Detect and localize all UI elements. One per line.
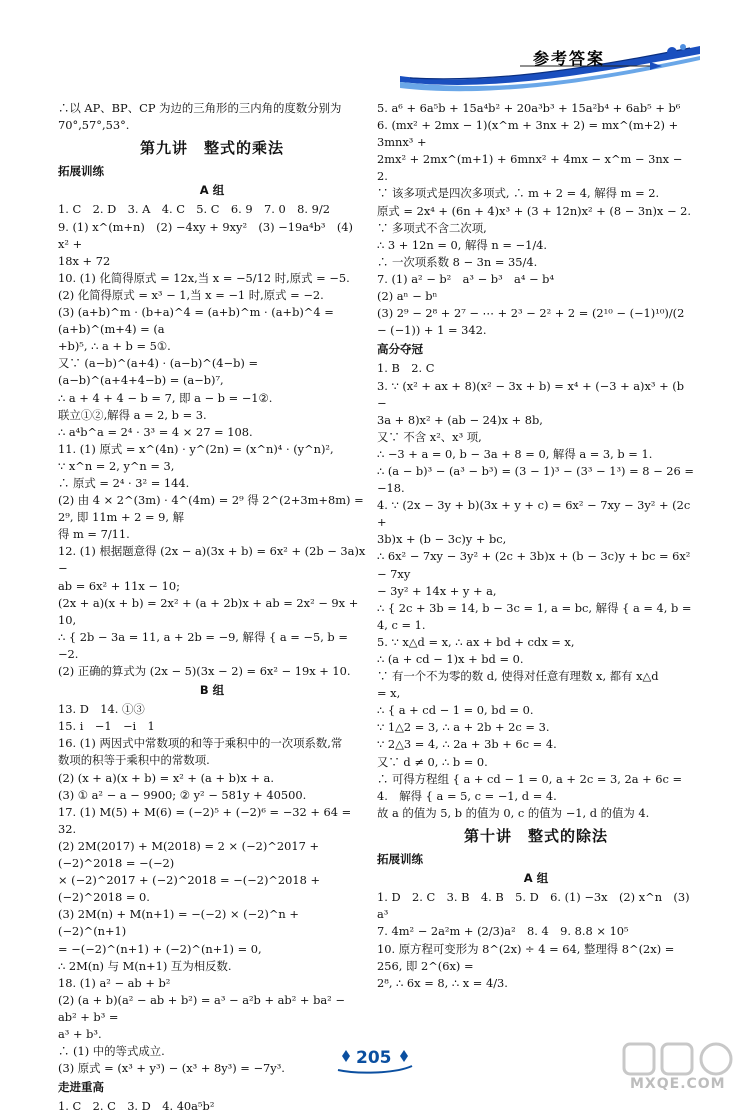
answer-line: +b)⁵, ∴ a + b = 5①. xyxy=(58,339,171,354)
answer-line: ∵ 有一个不为零的数 d, 使得对任意有理数 x, 都有 x△d xyxy=(377,669,659,684)
answer-line: ∴以 AP、BP、CP 为边的三角形的三内角的度数分别为 xyxy=(58,101,342,115)
answer-line: 1. C 2. D 3. A 4. C 5. C 6. 9 7. 0 8. 9/2 xyxy=(58,202,330,217)
answer-line: ∵ 1△2 = 3, ∴ a + 2b + 2c = 3. xyxy=(377,720,550,735)
answer-line: ∴ 一次项系数 8 − 3n = 35/4. xyxy=(377,254,538,269)
answer-line: ∴ −3 + a = 0, b − 3a + 8 = 0, 解得 a = 3, b = 1. xyxy=(377,446,653,461)
answer-line: 10. (1) 化简得原式 = 12x,当 x = −5/12 时,原式 = −5. xyxy=(58,270,350,285)
answer-line: 5. a⁶ + 6a⁵b + 15a⁴b² + 20a³b³ + 15a²b⁴ + 6ab⁵ + b⁶ xyxy=(377,101,681,115)
answer-line: (3) (a+b)^m · (b+a)^4 = (a+b)^m · (a+b)^4 = (a+b)^(m+4) = (a xyxy=(58,305,338,337)
answer-line: 2mx² + 2mx^(m+1) + 6mnx² + 4mx − x^m − 3nx − 2. xyxy=(377,152,686,184)
answer-line: 10. 原方程可变形为 8^(2x) ÷ 4 = 64, 整理得 8^(2x) = 256, 即 2^(6x) = xyxy=(377,941,678,973)
answer-line: ∴ (1) 中的等式成立. xyxy=(58,1044,165,1059)
answer-line: 5. ∵ x△d = x, ∴ ax + bd + cdx = x, xyxy=(377,634,575,649)
answer-line: (2x + a)(x + b) = 2x² + (a + 2b)x + ab = 2x² − 9x + 10, xyxy=(58,595,362,627)
section-title: 第十讲 整式的除法 xyxy=(463,826,608,845)
header-title: 参考答案 xyxy=(533,49,606,68)
answer-line: − 3y² + 14x + y + a, xyxy=(377,583,497,598)
group-heading: B 组 xyxy=(199,683,225,698)
answer-line: 3a + 8)x² + (ab − 24)x + 8b, xyxy=(377,412,543,427)
answer-line: (2) 化简得原式 = x³ − 1,当 x = −1 时,原式 = −2. xyxy=(58,287,324,302)
answer-line: 15. i −1 −i 1 xyxy=(58,719,155,734)
answer-line: 得 m = 7/11. xyxy=(58,527,130,542)
answer-line: 18. (1) a² − ab + b² xyxy=(58,975,171,990)
answer-line: 联立①②,解得 a = 2, b = 3. xyxy=(58,407,207,422)
subsection-heading: 走进重高 xyxy=(58,1080,104,1095)
subsection-heading: 拓展训练 xyxy=(377,852,423,867)
answer-line: 1. D 2. C 3. B 4. B 5. D 6. (1) −3x (2) x^n (3) a³ xyxy=(377,890,694,922)
answer-line: ∴ 2M(n) 与 M(n+1) 互为相反数. xyxy=(58,958,232,973)
answer-line: 6. (mx² + 2mx − 1)(x^m + 3nx + 2) = mx^(m+2) + 3mnx³ + xyxy=(377,118,682,150)
answer-line: ∴ 原式 = 2⁴ · 3² = 144. xyxy=(58,475,190,490)
answer-line: (2) 2M(2017) + M(2018) = 2 × (−2)^2017 + (−2)^2018 = −(−2) xyxy=(58,838,323,871)
group-heading: A 组 xyxy=(199,183,225,198)
answer-line: ∵ 2△3 = 4, ∴ 2a + 3b + 6c = 4. xyxy=(377,737,557,752)
answer-line: a³ + b³. xyxy=(58,1026,102,1041)
answer-line: (3) 原式 = (x³ + y³) − (x³ + 8y³) = −7y³. xyxy=(58,1061,285,1076)
answer-line: (2) 正确的算式为 (2x − 5)(3x − 2) = 6x² − 19x + 10. xyxy=(58,664,351,678)
answer-line: ∴ 可得方程组 { a + cd − 1 = 0, a + 2c = 3, 2a + 6c = 4. 解得 { a = 5, c = −1, d = 4. xyxy=(377,771,686,803)
answer-line: (2) (x + a)(x + b) = x² + (a + b)x + a. xyxy=(58,770,274,785)
answer-line: 2⁸, ∴ 6x = 8, ∴ x = 4/3. xyxy=(377,975,508,990)
subsection-heading: 拓展训练 xyxy=(58,164,104,179)
page-header xyxy=(400,38,700,98)
answer-line: 7. (1) a² − b² a³ − b³ a⁴ − b⁴ xyxy=(377,271,555,286)
answer-line: (3) 2M(n) + M(n+1) = −(−2) × (−2)^n + (−2)^(n+1) xyxy=(58,907,303,939)
answer-line: ∴ a⁴b^a = 2⁴ · 3³ = 4 × 27 = 108. xyxy=(58,424,253,439)
watermark-logo xyxy=(616,1040,740,1096)
answer-line: ∴ (a − b)³ − (a³ − b³) = (3 − 1)³ − (3³ − 1³) = 8 − 26 = xyxy=(377,463,694,478)
answer-line: = x, xyxy=(377,686,401,701)
right-answer-column xyxy=(377,100,695,992)
answer-line: × (−2)^2017 + (−2)^2018 = −(−2)^2018 + (−2)^2018 = 0. xyxy=(58,873,324,905)
answer-line: ∴ { 2c + 3b = 14, b − 3c = 1, a = bc, 解得 { a = 4, b = 4, c = 1. xyxy=(377,600,696,632)
answer-line: 17. (1) M(5) + M(6) = (−2)⁵ + (−2)⁶ = −32 + 64 = 32. xyxy=(58,804,355,836)
answer-line: ∴ 3 + 12n = 0, 解得 n = −1/4. xyxy=(377,237,548,252)
answer-line: 70°,57°,53°. xyxy=(58,118,130,133)
answer-line: 1. B 2. C xyxy=(377,361,435,376)
answer-line: 9. (1) x^(m+n) (2) −4xy + 9xy² (3) −19a⁴b³ (4) x² + xyxy=(58,219,357,251)
answer-line: (2) 由 4 × 2^(3m) · 4^(4m) = 2⁹ 得 2^(2+3m+8m) = 2⁹, 即 11m + 2 = 9, 解 xyxy=(58,493,368,525)
answer-line: ∵ 多项式不含二次项, xyxy=(377,220,487,235)
section-title: 第九讲 整式的乘法 xyxy=(139,139,284,158)
answer-line: ∵ 该多项式是四次多项式, ∴ m + 2 = 4, 解得 m = 2. xyxy=(377,186,660,201)
answer-line: 故 a 的值为 5, b 的值为 0, c 的值为 −1, d 的值为 4. xyxy=(377,805,650,820)
group-heading: A 组 xyxy=(523,871,549,886)
answer-line: ∴ { 2b − 3a = 11, a + 2b = −9, 解得 { a = −5, b = −2. xyxy=(58,629,352,661)
answer-line: −18. xyxy=(377,481,405,496)
watermark-graphic xyxy=(616,1040,740,1080)
answer-line: 18x + 72 xyxy=(58,253,111,268)
answer-line: 7. 4m² − 2a²m + (2/3)a² 8. 4 9. 8.8 × 10⁵ xyxy=(377,924,629,939)
answer-line: 13. D 14. ①③ xyxy=(58,702,145,717)
answer-line: 数项的积等于乘积中的常数项. xyxy=(58,753,210,768)
answer-line: ∴ { a + cd − 1 = 0, bd = 0. xyxy=(377,703,534,718)
answer-line: ∵ x^n = 2, y^n = 3, xyxy=(58,458,175,473)
answer-line: 3b)x + (b − 3c)y + bc, xyxy=(377,532,507,547)
answer-line: ab = 6x² + 11x − 10; xyxy=(58,578,180,593)
answer-line: 1. C 2. C 3. D 4. 40a⁵b² xyxy=(58,1099,215,1114)
left-answer-column xyxy=(58,100,369,1115)
answer-line: 又∵ d ≠ 0, ∴ b = 0. xyxy=(377,754,488,769)
answer-line: 11. (1) 原式 = x^(4n) · y^(2n) = (x^n)⁴ · (y^n)², xyxy=(58,441,334,456)
answer-line: (3) ① a² − a − 9900; ② y² − 581y + 40500. xyxy=(58,787,307,802)
answer-line: ∴ 6x² − 7xy − 3y² + (2c + 3b)x + (b − 3c)y + bc = 6x² − 7xy xyxy=(377,549,694,581)
answer-line: 又∵ 不含 x²、x³ 项, xyxy=(377,429,482,444)
answer-line: ∴ (a + cd − 1)x + bd = 0. xyxy=(377,652,524,666)
page-number: 205 xyxy=(356,1048,392,1068)
answer-line: (3) 2⁹ − 2⁸ + 2⁷ − ⋯ + 2³ − 2² + 2 = (2¹⁰ − (−1)¹⁰)/(2 − (−1)) + 1 = 342. xyxy=(377,306,688,338)
subsection-heading: 高分夺冠 xyxy=(377,342,423,357)
answer-line: 16. (1) 两因式中常数项的和等于乘积中的一次项系数,常 xyxy=(58,736,343,751)
page-number-badge xyxy=(336,1044,414,1074)
answer-line: (2) aⁿ − bⁿ xyxy=(377,289,438,304)
answer-line: = −(−2)^(n+1) + (−2)^(n+1) = 0, xyxy=(58,941,262,956)
answer-line: (2) (a + b)(a² − ab + b²) = a³ − a²b + ab² + ba² − ab² + b³ = xyxy=(58,992,349,1024)
answer-line: 3. ∵ (x² + ax + 8)(x² − 3x + b) = x⁴ + (−3 + a)x³ + (b − xyxy=(377,378,688,410)
answer-line: ∴ a + 4 + 4 − b = 7, 即 a − b = −1②. xyxy=(58,390,273,405)
answer-line: 4. ∵ (2x − 3y + b)(3x + y + c) = 6x² − 7xy − 3y² + (2c + xyxy=(377,498,694,530)
answer-line: 12. (1) 根据题意得 (2x − a)(3x + b) = 6x² + (2b − 3a)x − xyxy=(58,544,369,576)
watermark-text: MXQE.COM xyxy=(630,1076,726,1092)
answer-line: 又∵ (a−b)^(a+4) · (a−b)^(4−b) = (a−b)^(a+4+4−b) = (a−b)⁷, xyxy=(58,356,262,388)
answer-line: 原式 = 2x⁴ + (6n + 4)x³ + (3 + 12n)x² + (8 − 3n)x − 2. xyxy=(377,203,691,218)
